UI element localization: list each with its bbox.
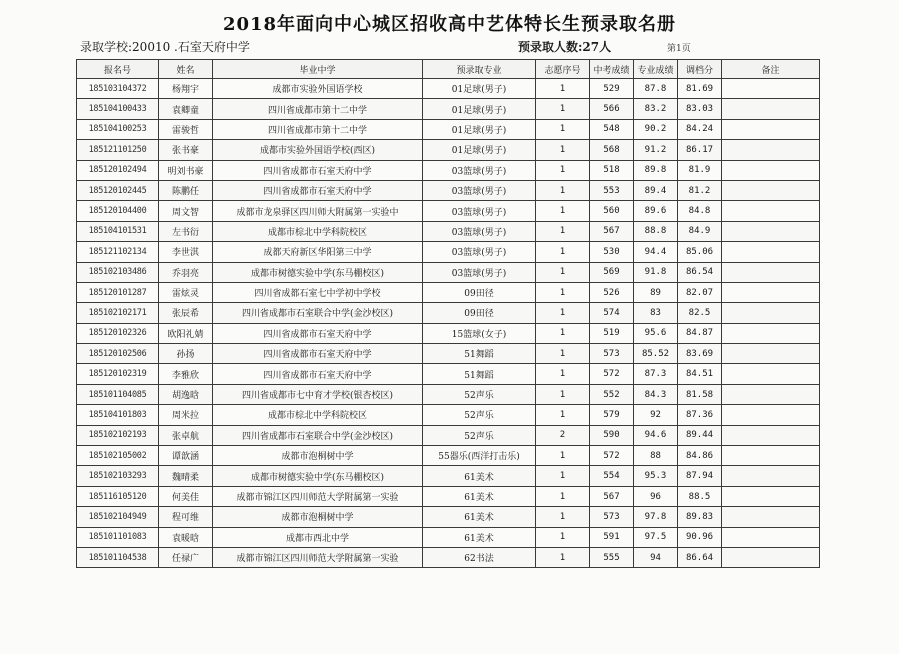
table-row: [77, 180, 820, 200]
cell-adjusted-score: 84.24: [678, 119, 722, 139]
cell-specialty-score: 89.4: [634, 180, 678, 200]
cell-adjusted-score: 84.87: [678, 323, 722, 343]
table-row: [77, 221, 820, 241]
cell-specialty-score: 95.6: [634, 323, 678, 343]
column-header-admitted-specialty: 预录取专业: [423, 60, 536, 79]
cell-preference-order: 1: [536, 79, 590, 99]
cell-graduating-school: 四川省成都市七中育才学校(银杏校区): [213, 384, 423, 404]
cell-graduating-school: 成都市锦江区四川师范大学附属第一实验: [213, 547, 423, 567]
cell-preference-order: 1: [536, 405, 590, 425]
cell-student-name: 周米拉: [159, 405, 213, 425]
cell-registration-id: 185102103486: [77, 262, 159, 282]
cell-exam-score: 530: [590, 242, 634, 262]
table-body: [77, 79, 820, 568]
cell-student-name: 谭歆涵: [159, 446, 213, 466]
cell-remarks: [722, 140, 820, 160]
cell-exam-score: 567: [590, 221, 634, 241]
cell-registration-id: 185120102445: [77, 180, 159, 200]
cell-graduating-school: 成都市西北中学: [213, 527, 423, 547]
cell-remarks: [722, 282, 820, 302]
cell-preference-order: 1: [536, 160, 590, 180]
cell-specialty-score: 89.8: [634, 160, 678, 180]
table-row: [77, 119, 820, 139]
cell-specialty-score: 87.3: [634, 364, 678, 384]
cell-remarks: [722, 119, 820, 139]
cell-student-name: 孙扬: [159, 344, 213, 364]
cell-registration-id: 185121102134: [77, 242, 159, 262]
cell-graduating-school: 成都市泡桐树中学: [213, 446, 423, 466]
cell-remarks: [722, 547, 820, 567]
cell-admitted-specialty: 03篮球(男子): [423, 262, 536, 282]
cell-remarks: [722, 446, 820, 466]
cell-specialty-score: 92: [634, 405, 678, 425]
cell-adjusted-score: 82.5: [678, 303, 722, 323]
table-row: [77, 384, 820, 404]
table-row: [77, 282, 820, 302]
cell-preference-order: 1: [536, 527, 590, 547]
cell-registration-id: 185104101531: [77, 221, 159, 241]
cell-graduating-school: 四川省成都市第十二中学: [213, 99, 423, 119]
cell-student-name: 乔羽亮: [159, 262, 213, 282]
table-row: [77, 364, 820, 384]
cell-admitted-specialty: 03篮球(男子): [423, 160, 536, 180]
cell-admitted-specialty: 61美术: [423, 466, 536, 486]
cell-student-name: 胡逸晗: [159, 384, 213, 404]
cell-preference-order: 1: [536, 344, 590, 364]
cell-remarks: [722, 79, 820, 99]
cell-preference-order: 2: [536, 425, 590, 445]
cell-preference-order: 1: [536, 282, 590, 302]
cell-adjusted-score: 86.64: [678, 547, 722, 567]
cell-adjusted-score: 86.17: [678, 140, 722, 160]
table-row: [77, 303, 820, 323]
cell-exam-score: 554: [590, 466, 634, 486]
cell-preference-order: 1: [536, 242, 590, 262]
cell-specialty-score: 90.2: [634, 119, 678, 139]
cell-exam-score: 526: [590, 282, 634, 302]
column-header-remarks: 备注: [722, 60, 820, 79]
cell-adjusted-score: 84.51: [678, 364, 722, 384]
cell-graduating-school: 成都市实验外国语学校: [213, 79, 423, 99]
cell-admitted-specialty: 09田径: [423, 303, 536, 323]
cell-exam-score: 529: [590, 79, 634, 99]
cell-exam-score: 591: [590, 527, 634, 547]
cell-student-name: 左书衍: [159, 221, 213, 241]
cell-student-name: 周文智: [159, 201, 213, 221]
cell-remarks: [722, 99, 820, 119]
cell-specialty-score: 89: [634, 282, 678, 302]
cell-student-name: 陈鹏任: [159, 180, 213, 200]
admission-roster-table: [76, 59, 820, 568]
cell-preference-order: 1: [536, 486, 590, 506]
cell-admitted-specialty: 03篮球(男子): [423, 221, 536, 241]
cell-graduating-school: 四川省成都市第十二中学: [213, 119, 423, 139]
cell-admitted-specialty: 51舞蹈: [423, 344, 536, 364]
cell-specialty-score: 91.2: [634, 140, 678, 160]
cell-admitted-specialty: 01足球(男子): [423, 119, 536, 139]
cell-adjusted-score: 84.9: [678, 221, 722, 241]
cell-student-name: 张卓航: [159, 425, 213, 445]
column-header-preference-order: 志愿序号: [536, 60, 590, 79]
cell-remarks: [722, 160, 820, 180]
admission-count-label: 预录取人数:27人: [518, 40, 612, 54]
cell-exam-score: 572: [590, 364, 634, 384]
cell-admitted-specialty: 01足球(男子): [423, 140, 536, 160]
table-row: [77, 466, 820, 486]
cell-admitted-specialty: 03篮球(男子): [423, 201, 536, 221]
cell-admitted-specialty: 03篮球(男子): [423, 180, 536, 200]
table-row: [77, 344, 820, 364]
cell-exam-score: 574: [590, 303, 634, 323]
cell-remarks: [722, 323, 820, 343]
cell-adjusted-score: 86.54: [678, 262, 722, 282]
cell-preference-order: 1: [536, 180, 590, 200]
cell-exam-score: 572: [590, 446, 634, 466]
cell-adjusted-score: 81.58: [678, 384, 722, 404]
table-row: [77, 507, 820, 527]
cell-exam-score: 519: [590, 323, 634, 343]
cell-graduating-school: 四川省成都市石室天府中学: [213, 323, 423, 343]
cell-specialty-score: 97.5: [634, 527, 678, 547]
cell-registration-id: 185120102326: [77, 323, 159, 343]
table-row: [77, 79, 820, 99]
cell-adjusted-score: 89.83: [678, 507, 722, 527]
cell-exam-score: 590: [590, 425, 634, 445]
cell-exam-score: 566: [590, 99, 634, 119]
cell-student-name: 魏晴柔: [159, 466, 213, 486]
cell-adjusted-score: 81.2: [678, 180, 722, 200]
table-row: [77, 160, 820, 180]
column-header-student-name: 姓名: [159, 60, 213, 79]
table-row: [77, 547, 820, 567]
table-row: [77, 486, 820, 506]
cell-exam-score: 573: [590, 344, 634, 364]
cell-specialty-score: 89.6: [634, 201, 678, 221]
cell-graduating-school: 四川省成都石室七中学初中学校: [213, 282, 423, 302]
cell-preference-order: 1: [536, 221, 590, 241]
cell-graduating-school: 四川省成都市石室天府中学: [213, 160, 423, 180]
table-row: [77, 99, 820, 119]
cell-registration-id: 185104101803: [77, 405, 159, 425]
cell-student-name: 程可维: [159, 507, 213, 527]
cell-remarks: [722, 466, 820, 486]
cell-adjusted-score: 81.69: [678, 79, 722, 99]
cell-adjusted-score: 90.96: [678, 527, 722, 547]
cell-graduating-school: 成都市棕北中学科院校区: [213, 221, 423, 241]
cell-preference-order: 1: [536, 119, 590, 139]
cell-registration-id: 185102103293: [77, 466, 159, 486]
cell-preference-order: 1: [536, 384, 590, 404]
cell-admitted-specialty: 01足球(男子): [423, 99, 536, 119]
cell-graduating-school: 四川省成都市石室天府中学: [213, 180, 423, 200]
cell-graduating-school: 成都天府新区华阳第三中学: [213, 242, 423, 262]
table-row: [77, 201, 820, 221]
cell-admitted-specialty: 15篮球(女子): [423, 323, 536, 343]
cell-exam-score: 548: [590, 119, 634, 139]
cell-admitted-specialty: 62书法: [423, 547, 536, 567]
cell-adjusted-score: 89.44: [678, 425, 722, 445]
cell-remarks: [722, 405, 820, 425]
cell-specialty-score: 85.52: [634, 344, 678, 364]
cell-preference-order: 1: [536, 99, 590, 119]
cell-exam-score: 569: [590, 262, 634, 282]
cell-registration-id: 185102104949: [77, 507, 159, 527]
cell-student-name: 何美佳: [159, 486, 213, 506]
cell-adjusted-score: 88.5: [678, 486, 722, 506]
cell-admitted-specialty: 51舞蹈: [423, 364, 536, 384]
cell-registration-id: 185102102193: [77, 425, 159, 445]
column-header-specialty-score: 专业成绩: [634, 60, 678, 79]
cell-remarks: [722, 364, 820, 384]
cell-specialty-score: 83.2: [634, 99, 678, 119]
cell-preference-order: 1: [536, 547, 590, 567]
cell-preference-order: 1: [536, 507, 590, 527]
table-row: [77, 405, 820, 425]
cell-student-name: 雷炫灵: [159, 282, 213, 302]
cell-remarks: [722, 486, 820, 506]
cell-exam-score: 579: [590, 405, 634, 425]
cell-student-name: 袁暖晗: [159, 527, 213, 547]
cell-registration-id: 185120102319: [77, 364, 159, 384]
cell-registration-id: 185102102171: [77, 303, 159, 323]
cell-preference-order: 1: [536, 323, 590, 343]
cell-preference-order: 1: [536, 140, 590, 160]
cell-registration-id: 185120102494: [77, 160, 159, 180]
cell-preference-order: 1: [536, 303, 590, 323]
cell-specialty-score: 83: [634, 303, 678, 323]
cell-student-name: 任禄广: [159, 547, 213, 567]
cell-preference-order: 1: [536, 364, 590, 384]
cell-exam-score: 555: [590, 547, 634, 567]
cell-graduating-school: 成都市树德实验中学(东马棚校区): [213, 466, 423, 486]
cell-registration-id: 185101104085: [77, 384, 159, 404]
cell-exam-score: 573: [590, 507, 634, 527]
cell-student-name: 欧阳礼婧: [159, 323, 213, 343]
table-row: [77, 527, 820, 547]
cell-graduating-school: 成都市实验外国语学校(西区): [213, 140, 423, 160]
cell-registration-id: 185101104538: [77, 547, 159, 567]
cell-registration-id: 185101101083: [77, 527, 159, 547]
cell-remarks: [722, 262, 820, 282]
school-label: 录取学校:20010 .石室天府中学: [80, 40, 250, 54]
table-row: [77, 323, 820, 343]
cell-graduating-school: 四川省成都市石室天府中学: [213, 364, 423, 384]
page-number: 第1页: [667, 44, 691, 54]
cell-specialty-score: 88: [634, 446, 678, 466]
cell-registration-id: 185104100433: [77, 99, 159, 119]
cell-preference-order: 1: [536, 446, 590, 466]
cell-remarks: [722, 384, 820, 404]
cell-exam-score: 568: [590, 140, 634, 160]
cell-adjusted-score: 83.69: [678, 344, 722, 364]
page-title: 2018年面向中心城区招收高中艺体特长生预录取名册: [222, 14, 677, 35]
cell-registration-id: 185120104400: [77, 201, 159, 221]
cell-registration-id: 185121101250: [77, 140, 159, 160]
cell-admitted-specialty: 52声乐: [423, 405, 536, 425]
cell-specialty-score: 97.8: [634, 507, 678, 527]
table-row: [77, 425, 820, 445]
cell-remarks: [722, 221, 820, 241]
cell-specialty-score: 88.8: [634, 221, 678, 241]
cell-student-name: 张辰希: [159, 303, 213, 323]
column-header-graduating-school: 毕业中学: [213, 60, 423, 79]
cell-exam-score: 553: [590, 180, 634, 200]
cell-student-name: 杨翔宇: [159, 79, 213, 99]
cell-remarks: [722, 303, 820, 323]
cell-specialty-score: 94.6: [634, 425, 678, 445]
cell-specialty-score: 87.8: [634, 79, 678, 99]
cell-registration-id: 185104100253: [77, 119, 159, 139]
cell-exam-score: 552: [590, 384, 634, 404]
column-header-exam-score: 中考成绩: [590, 60, 634, 79]
table-row: [77, 140, 820, 160]
cell-student-name: 明刘书豪: [159, 160, 213, 180]
cell-specialty-score: 94: [634, 547, 678, 567]
table-header-row: [77, 60, 820, 79]
cell-exam-score: 560: [590, 201, 634, 221]
cell-remarks: [722, 242, 820, 262]
column-header-adjusted-score: 调档分: [678, 60, 722, 79]
cell-exam-score: 567: [590, 486, 634, 506]
cell-graduating-school: 成都市树德实验中学(东马棚校区): [213, 262, 423, 282]
cell-preference-order: 1: [536, 262, 590, 282]
cell-registration-id: 185116105120: [77, 486, 159, 506]
cell-admitted-specialty: 01足球(男子): [423, 79, 536, 99]
cell-exam-score: 518: [590, 160, 634, 180]
table-row: [77, 242, 820, 262]
cell-remarks: [722, 201, 820, 221]
cell-specialty-score: 91.8: [634, 262, 678, 282]
cell-remarks: [722, 507, 820, 527]
cell-graduating-school: 四川省成都市石室联合中学(金沙校区): [213, 303, 423, 323]
cell-adjusted-score: 81.9: [678, 160, 722, 180]
cell-preference-order: 1: [536, 466, 590, 486]
cell-remarks: [722, 425, 820, 445]
cell-registration-id: 185120101287: [77, 282, 159, 302]
cell-graduating-school: 成都市棕北中学科院校区: [213, 405, 423, 425]
cell-registration-id: 185103104372: [77, 79, 159, 99]
cell-adjusted-score: 84.86: [678, 446, 722, 466]
cell-specialty-score: 94.4: [634, 242, 678, 262]
cell-specialty-score: 96: [634, 486, 678, 506]
cell-student-name: 张书豪: [159, 140, 213, 160]
table-row: [77, 262, 820, 282]
column-header-registration-id: 报名号: [77, 60, 159, 79]
cell-adjusted-score: 85.06: [678, 242, 722, 262]
cell-graduating-school: 四川省成都市石室天府中学: [213, 344, 423, 364]
cell-registration-id: 185120102506: [77, 344, 159, 364]
cell-adjusted-score: 83.03: [678, 99, 722, 119]
cell-adjusted-score: 82.07: [678, 282, 722, 302]
cell-graduating-school: 成都市锦江区四川师范大学附属第一实验: [213, 486, 423, 506]
cell-student-name: 袁卿童: [159, 99, 213, 119]
table-row: [77, 446, 820, 466]
cell-admitted-specialty: 55器乐(西洋打击乐): [423, 446, 536, 466]
cell-registration-id: 185102105002: [77, 446, 159, 466]
cell-remarks: [722, 527, 820, 547]
cell-remarks: [722, 180, 820, 200]
cell-preference-order: 1: [536, 201, 590, 221]
cell-student-name: 李世淇: [159, 242, 213, 262]
cell-admitted-specialty: 61美术: [423, 486, 536, 506]
cell-remarks: [722, 344, 820, 364]
cell-admitted-specialty: 52声乐: [423, 384, 536, 404]
cell-graduating-school: 四川省成都市石室联合中学(金沙校区): [213, 425, 423, 445]
cell-student-name: 李雅欣: [159, 364, 213, 384]
cell-admitted-specialty: 09田径: [423, 282, 536, 302]
cell-graduating-school: 成都市龙泉驿区四川师大附属第一实验中: [213, 201, 423, 221]
cell-adjusted-score: 87.36: [678, 405, 722, 425]
cell-student-name: 雷骏哲: [159, 119, 213, 139]
cell-adjusted-score: 84.8: [678, 201, 722, 221]
cell-admitted-specialty: 61美术: [423, 527, 536, 547]
cell-specialty-score: 84.3: [634, 384, 678, 404]
cell-admitted-specialty: 61美术: [423, 507, 536, 527]
cell-specialty-score: 95.3: [634, 466, 678, 486]
cell-admitted-specialty: 03篮球(男子): [423, 242, 536, 262]
cell-admitted-specialty: 52声乐: [423, 425, 536, 445]
cell-adjusted-score: 87.94: [678, 466, 722, 486]
cell-graduating-school: 成都市泡桐树中学: [213, 507, 423, 527]
